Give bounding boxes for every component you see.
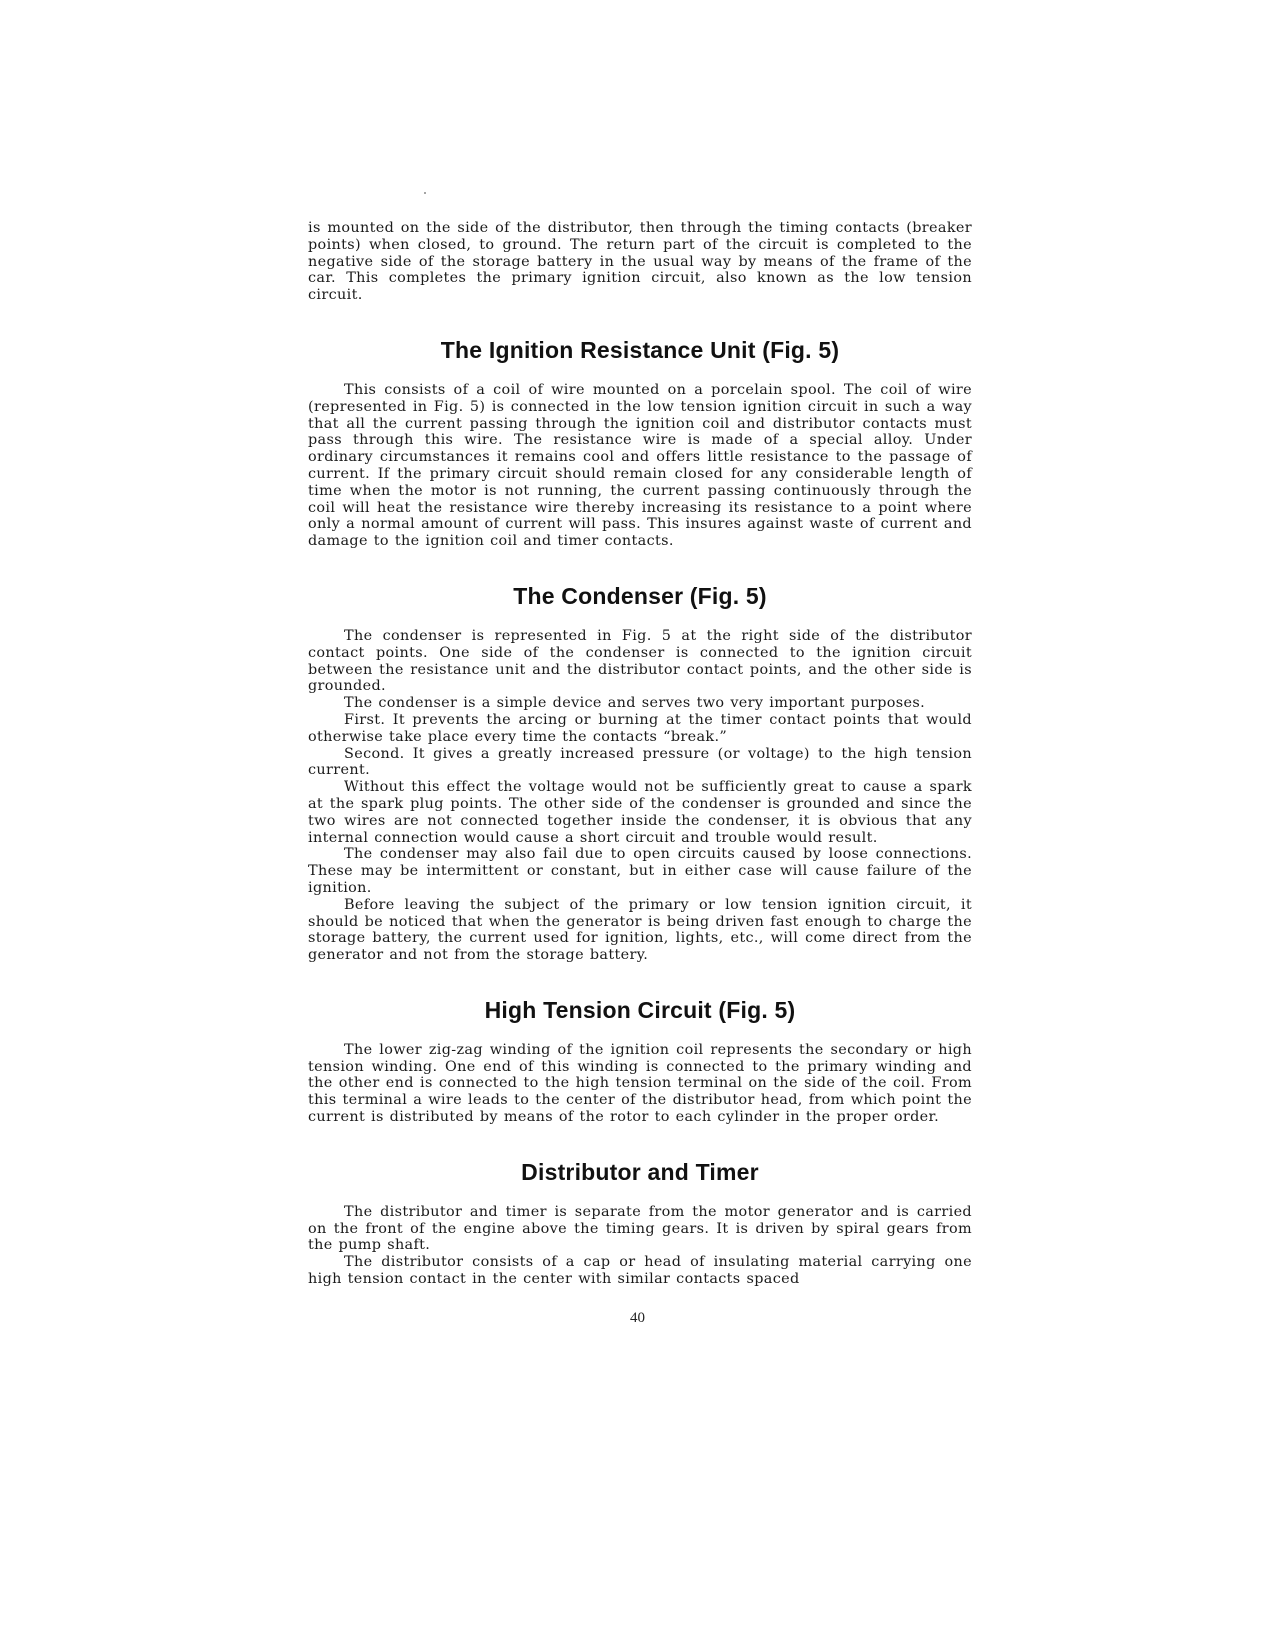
paragraph: This consists of a coil of wire mounted on a porcelain spool. The coil of wire (represented in Fig. 5) is connected in the low tension ignition circuit in such a way that all the current passing through the ignition coil and distributor contacts must pass through this wire. The resistance wire is made of a special alloy. Under ordinary circumstances it remains cool and offers little resistance to the passage of current. If the primary circuit should remain closed for any considerable length of time when the motor is not running, the current passing continuously through the coil will heat the resistance wire thereby increasing its resistance to a point where only a normal amount of current will pass. This insures against waste of current and damage to the ignition coil and timer contacts. — [308, 381, 972, 550]
page-body — [308, 220, 972, 1288]
section-heading: High Tension Circuit (Fig. 5) — [484, 996, 796, 1023]
intro-paragraph: is mounted on the side of the distributor, then through the timing contacts (breaker points) when closed, to ground. The return part of the circuit is completed to the negative side of the storage battery in the usual way by means of the frame of the car. This completes the primary ignition circuit, also known as the low tension circuit. — [308, 220, 972, 304]
paragraph: The condenser may also fail due to open circuits caused by loose connections. These may be intermittent or constant, but in either case will cause failure of the ignition. — [308, 846, 972, 896]
paragraph: Second. It gives a greatly increased pressure (or voltage) to the high tension current. — [308, 745, 972, 779]
section-heading: The Ignition Resistance Unit (Fig. 5) — [440, 336, 840, 363]
section-high-tension-circuit — [308, 997, 972, 1126]
section-condenser — [308, 583, 972, 964]
section-distributor-and-timer — [308, 1159, 972, 1288]
paragraph: The condenser is a simple device and serves two very important purposes. — [344, 695, 926, 712]
section-resistance-unit — [308, 337, 972, 550]
paragraph: Without this effect the voltage would not be sufficiently great to cause a spark at the spark plug points. The other side of the condenser is grounded and since the two wires are not connected together inside the condenser, it is obvious that any internal connection would cause a short circuit and trouble would result. — [308, 779, 972, 846]
paragraph: Before leaving the subject of the primary or low tension ignition circuit, it should be noticed that when the generator is being driven fast enough to charge the storage battery, the current used for ignition, lights, etc., will come direct from the generator and not from the storage battery. — [308, 896, 972, 964]
paragraph: The distributor consists of a cap or head of insulating material carrying one high tension contact in the center with similar contacts spaced — [308, 1254, 972, 1288]
section-heading: The Condenser (Fig. 5) — [513, 582, 767, 609]
paragraph: The condenser is represented in Fig. 5 at the right side of the distributor contact points. One side of the condenser is connected to the ignition circuit between the resistance unit and the distributor contact points, and the other side is grounded. — [308, 627, 972, 695]
paragraph: First. It prevents the arcing or burning at the timer contact points that would otherwise take place every time the contacts “break.” — [308, 711, 972, 745]
paragraph: The distributor and timer is separate from the motor generator and is carried on the front of the engine above the timing gears. It is driven by spiral gears from the pump shaft. — [308, 1203, 972, 1254]
scan-speck — [424, 192, 426, 194]
section-heading: Distributor and Timer — [521, 1158, 759, 1185]
page-number: 40 — [630, 1310, 645, 1326]
paragraph: The lower zig-zag winding of the ignition coil represents the secondary or high tension winding. One end of this winding is connected to the primary winding and the other end is connected to the high tension terminal on the side of the coil. From this terminal a wire leads to the center of the distributor head, from which point the current is distributed by means of the rotor to each cylinder in the proper order. — [308, 1041, 972, 1126]
